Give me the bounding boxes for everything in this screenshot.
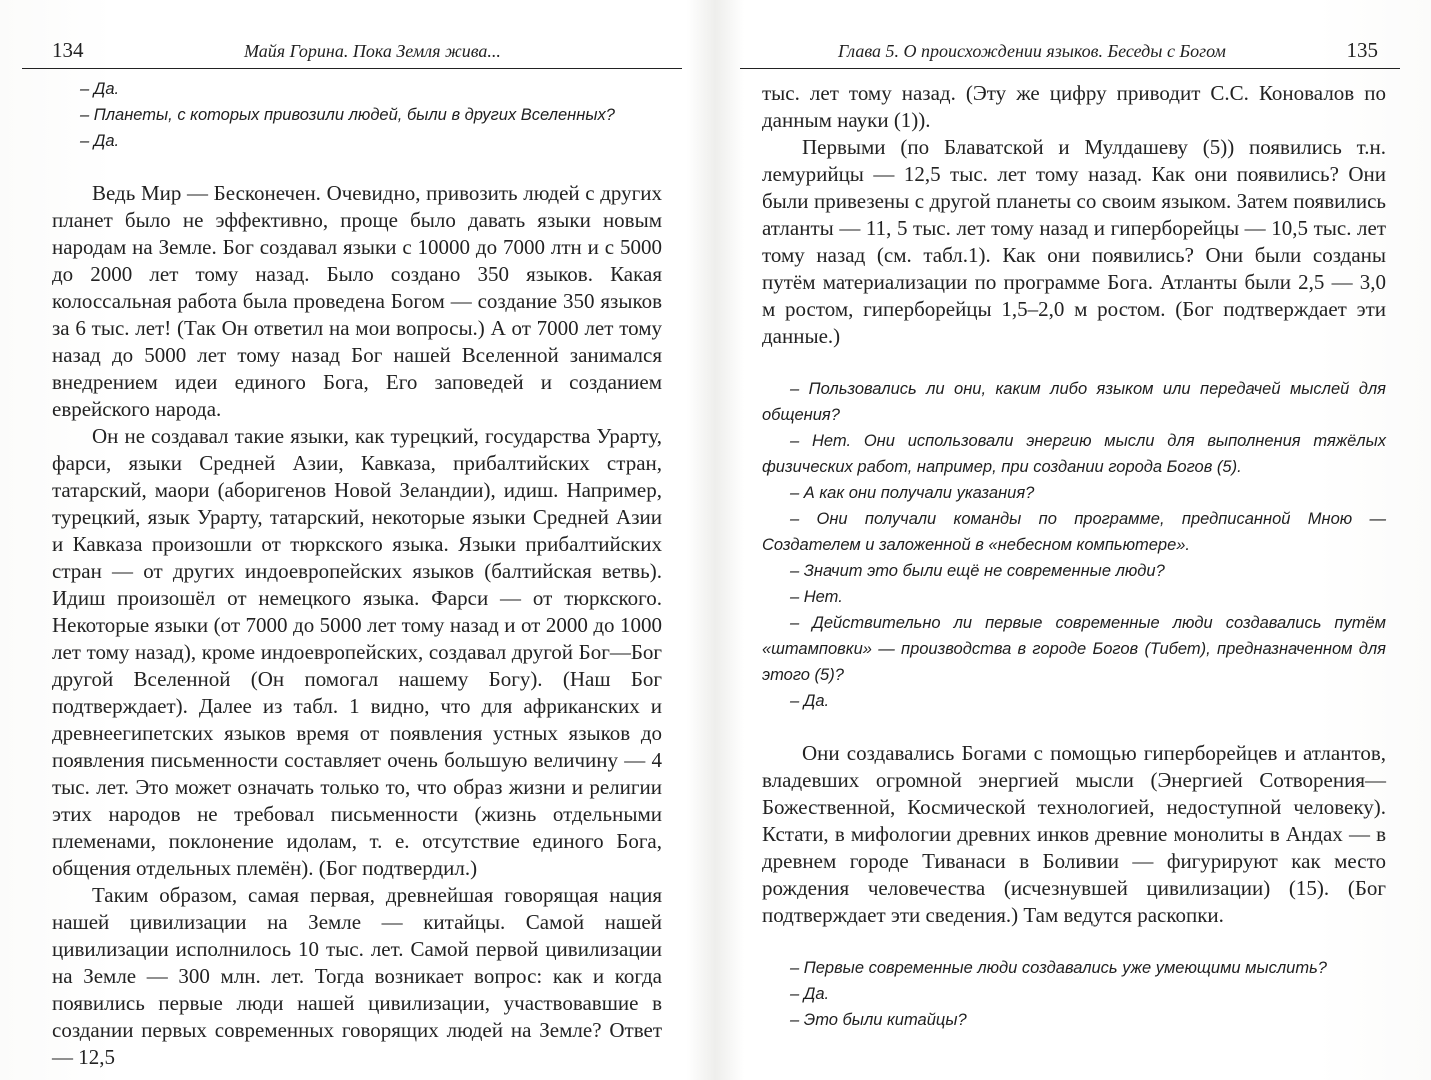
dialog-line: – Да. xyxy=(80,80,120,98)
paragraph: Таким образом, самая первая, древнейшая говорящая нация нашей цивилизации на Земле — китайцы. Самой нашей цивилизации исполнилось 10 тыс. лет. Самой первой цивилизации на Земле — 300 млн. лет. Тогда возникает вопрос: как и когда появились первые люди нашей цивилизации, участвовавшие в создании первых современных говорящих людей на Земле? Ответ — 12,5 xyxy=(52,883,662,1069)
dialog-line: – Это были китайцы? xyxy=(790,1011,967,1029)
paragraph: Первыми (по Блаватской и Мулдашеву (5)) появились т.н. лемурийцы — 12,5 тыс. лет тому назад. Как они появились? Они были привезены с другой планеты со своим языком. Затем появились атланты — 11, 5 тыс. лет тому назад и гиперборейцы — 10,5 тыс. лет тому назад (см. табл.1). Как они появились? Они были созданы путём материализации по программе Бога. Атланты были 2,5 — 3,0 м ростом, гиперборейцы 1,5–2,0 м ростом. (Бог подтверждает эти данные.) xyxy=(762,135,1386,348)
dialog-line: – Пользовались ли они, каким либо языком или передачей мыслей для общения? xyxy=(762,380,1386,424)
dialog-line: – Нет. Они использовали энергию мысли для выполнения тяжёлых физических работ, например, при создании города Богов (5). xyxy=(762,432,1386,476)
dialog-line: – Действительно ли первые современные люди создавались путём «штамповки» — производства в городе Богов (Тибет), предназначенном для этого (5)? xyxy=(762,614,1386,684)
dialog-line: – Первые современные люди создавались уже умеющими мыслить? xyxy=(790,959,1327,977)
right-page-body xyxy=(762,80,1386,1033)
dialog-line: – Они получали команды по программе, предписанной Мною — Создателем и заложенной в «небесном компьютере». xyxy=(762,510,1386,554)
dialog-line: – Да. xyxy=(80,132,120,150)
dialog-line: – Планеты, с которых привозили людей, были в других Вселенных? xyxy=(80,106,615,124)
paragraph: тыс. лет тому назад. (Эту же цифру приводит С.С. Коновалов по данным науки (1)). xyxy=(762,81,1386,132)
dialog-line: – А как они получали указания? xyxy=(790,484,1035,502)
left-page-body xyxy=(52,76,662,1071)
dialog-line: – Значит это были ещё не современные люди? xyxy=(790,562,1165,580)
right-running-head xyxy=(740,38,1400,69)
right-running-title: Глава 5. О происхождении языков. Беседы с Богом xyxy=(838,41,1226,61)
left-running-title: Майя Горина. Пока Земля жива... xyxy=(244,41,501,61)
left-page xyxy=(22,0,682,1080)
left-running-head xyxy=(22,38,682,69)
paragraph: Он не создавал такие языки, как турецкий, государства Урарту, фарси, языки Средней Азии, Кавказа, прибалтийских стран, татарский, маори (аборигенов Новой Зеландии), идиш. Например, турецкий, язык Урарту, татарский, некоторые языки Средней Азии и Кавказа произошли от тюркского языка. Языки прибалтийских стран — от других индоевропейских языков (балтийская ветвь). Идиш произошёл от немецкого языка. Фарси — от тюркского. Некоторые языки (от 7000 до 5000 лет тому назад и от 2000 до 1000 лет тому назад), кроме индоевропейских, создавал другой Бог—Бог другой Вселенной (Он помогал нашему Богу). (Наш Бог подтверждает). Далее из табл. 1 видно, что для африканских и древнеегипетских языков время от появления устных языков до появления письменности составляет очень большую величину — 4 тыс. лет. Это может означать только то, что образ жизни и религии этих народов не требовал письменности (жизнь отдельными племенами, поклонение идолам, т. е. отсутствие единого Бога, общения отдельных племён). (Бог подтвердил.) xyxy=(52,424,662,880)
right-page xyxy=(740,0,1400,1080)
paragraph: Они создавались Богами с помощью гиперборейцев и атлантов, владевших огромной энергией мысли (Энергией Сотворения—Божественной, Космической технологией, недоступной человеку). Кстати, в мифологии древних инков древние монолиты в Андах — в древнем городе Тиванаси в Боливии — фигурируют как место рождения человечества (исчезнувшей цивилизации) (15). (Бог подтверждает эти сведения.) Там ведутся раскопки. xyxy=(762,741,1386,927)
paragraph: Ведь Мир — Бесконечен. Очевидно, привозить людей с других планет было не эффективно, проще было давать языки новым народам на Земле. Бог создавал языки с 10000 до 7000 лтн и с 5000 до 2000 лет тому назад. Было создано 350 языков. Какая колоссальная работа была проведена Богом — создание 350 языков за 6 тыс. лет! (Так Он ответил на мои вопросы.) А от 7000 лет тому назад до 5000 лет тому назад Бог нашей Вселенной занимался внедрением идеи единого Бога, Его заповедей и созданием еврейского народа. xyxy=(52,181,662,421)
right-page-number: 135 xyxy=(1346,38,1378,62)
dialog-line: – Да. xyxy=(790,985,830,1003)
dialog-line: – Нет. xyxy=(790,588,843,606)
dialog-line: – Да. xyxy=(790,692,830,710)
left-page-number: 134 xyxy=(52,38,84,62)
